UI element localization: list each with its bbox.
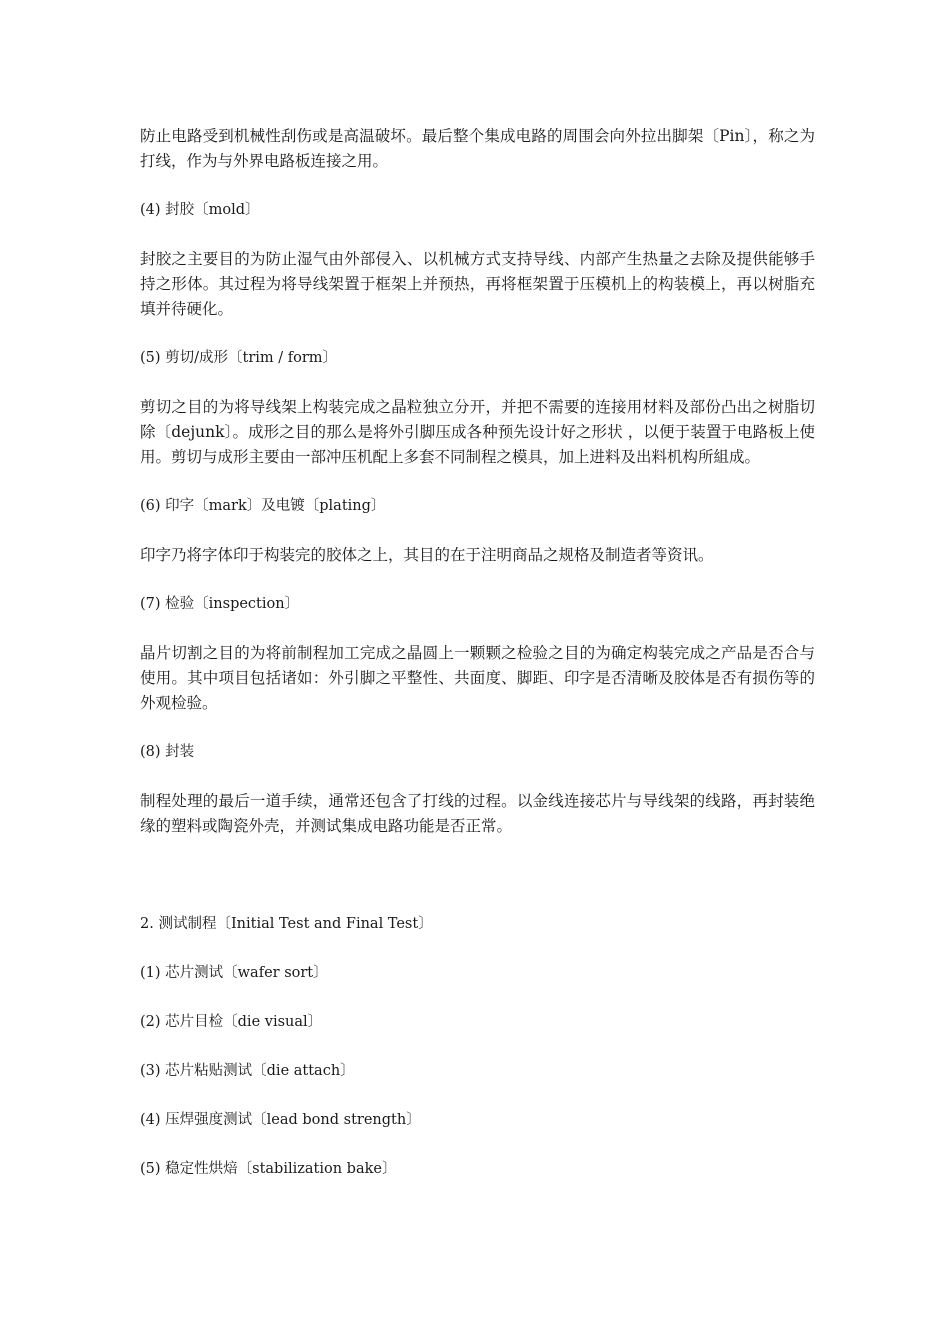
paragraph-mark-plating: 印字乃将字体印于构装完的胶体之上，其目的在于注明商品之规格及制造者等资讯。 bbox=[140, 546, 714, 564]
heading-trim-form: (5) 剪切/成形〔trim / form〕 bbox=[140, 350, 338, 366]
list-item-die-attach: (3) 芯片粘贴测试〔die attach〕 bbox=[140, 1063, 355, 1079]
paragraph-package: 制程处理的最后一道手续，通常还包含了打线的过程。以金线连接芯片与导线架的线路，再封装绝缘的塑料或陶瓷外壳，并测试集成电路功能是否正常。 bbox=[140, 792, 815, 835]
heading-mark-plating: (6) 印字〔mark〕及电镀〔plating〕 bbox=[140, 498, 386, 514]
paragraph-inspection: 晶片切割之目的为将前制程加工完成之晶圆上一颗颗之检验之目的为确定构装完成之产品是否合与使用。其中项目包括诸如：外引脚之平整性、共面度、脚距、印字是否清晰及胶体是否有损伤等的外观检验。 bbox=[140, 644, 815, 712]
heading-test-process: 2. 测试制程〔Initial Test and Final Test〕 bbox=[140, 916, 433, 932]
list-item-wafer-sort: (1) 芯片测试〔wafer sort〕 bbox=[140, 965, 328, 981]
heading-package: (8) 封装 bbox=[140, 744, 195, 760]
heading-mold: (4) 封胶〔mold〕 bbox=[140, 202, 260, 218]
paragraph-pin-bonding: 防止电路受到机械性刮伤或是高温破坏。最后整个集成电路的周围会向外拉出脚架〔Pin〕，称之为打线，作为与外界电路板连接之用。 bbox=[140, 127, 815, 170]
list-item-die-visual: (2) 芯片目检〔die visual〕 bbox=[140, 1014, 323, 1030]
list-item-lead-bond-strength: (4) 压焊强度测试〔lead bond strength〕 bbox=[140, 1112, 421, 1128]
list-item-stabilization-bake: (5) 稳定性烘焙〔stabilization bake〕 bbox=[140, 1161, 397, 1177]
heading-inspection: (7) 检验〔inspection〕 bbox=[140, 596, 300, 612]
paragraph-mold: 封胶之主要目的为防止湿气由外部侵入、以机械方式支持导线、内部产生热量之去除及提供能够手持之形体。其过程为将导线架置于框架上并预热，再将框架置于压模机上的构装模上，再以树脂充填并待硬化。 bbox=[140, 250, 815, 318]
paragraph-trim-form: 剪切之目的为将导线架上构装完成之晶粒独立分开，并把不需要的连接用材料及部份凸出之树脂切除〔dejunk〕。成形之目的那么是将外引脚压成各种预先设计好之形状 ，以便于装置于电路板上使用。剪切与成形主要由一部冲压机配上多套不同制程之模具，加上进料及出料机构所組成。 bbox=[140, 398, 815, 466]
document-page bbox=[140, 124, 815, 1182]
